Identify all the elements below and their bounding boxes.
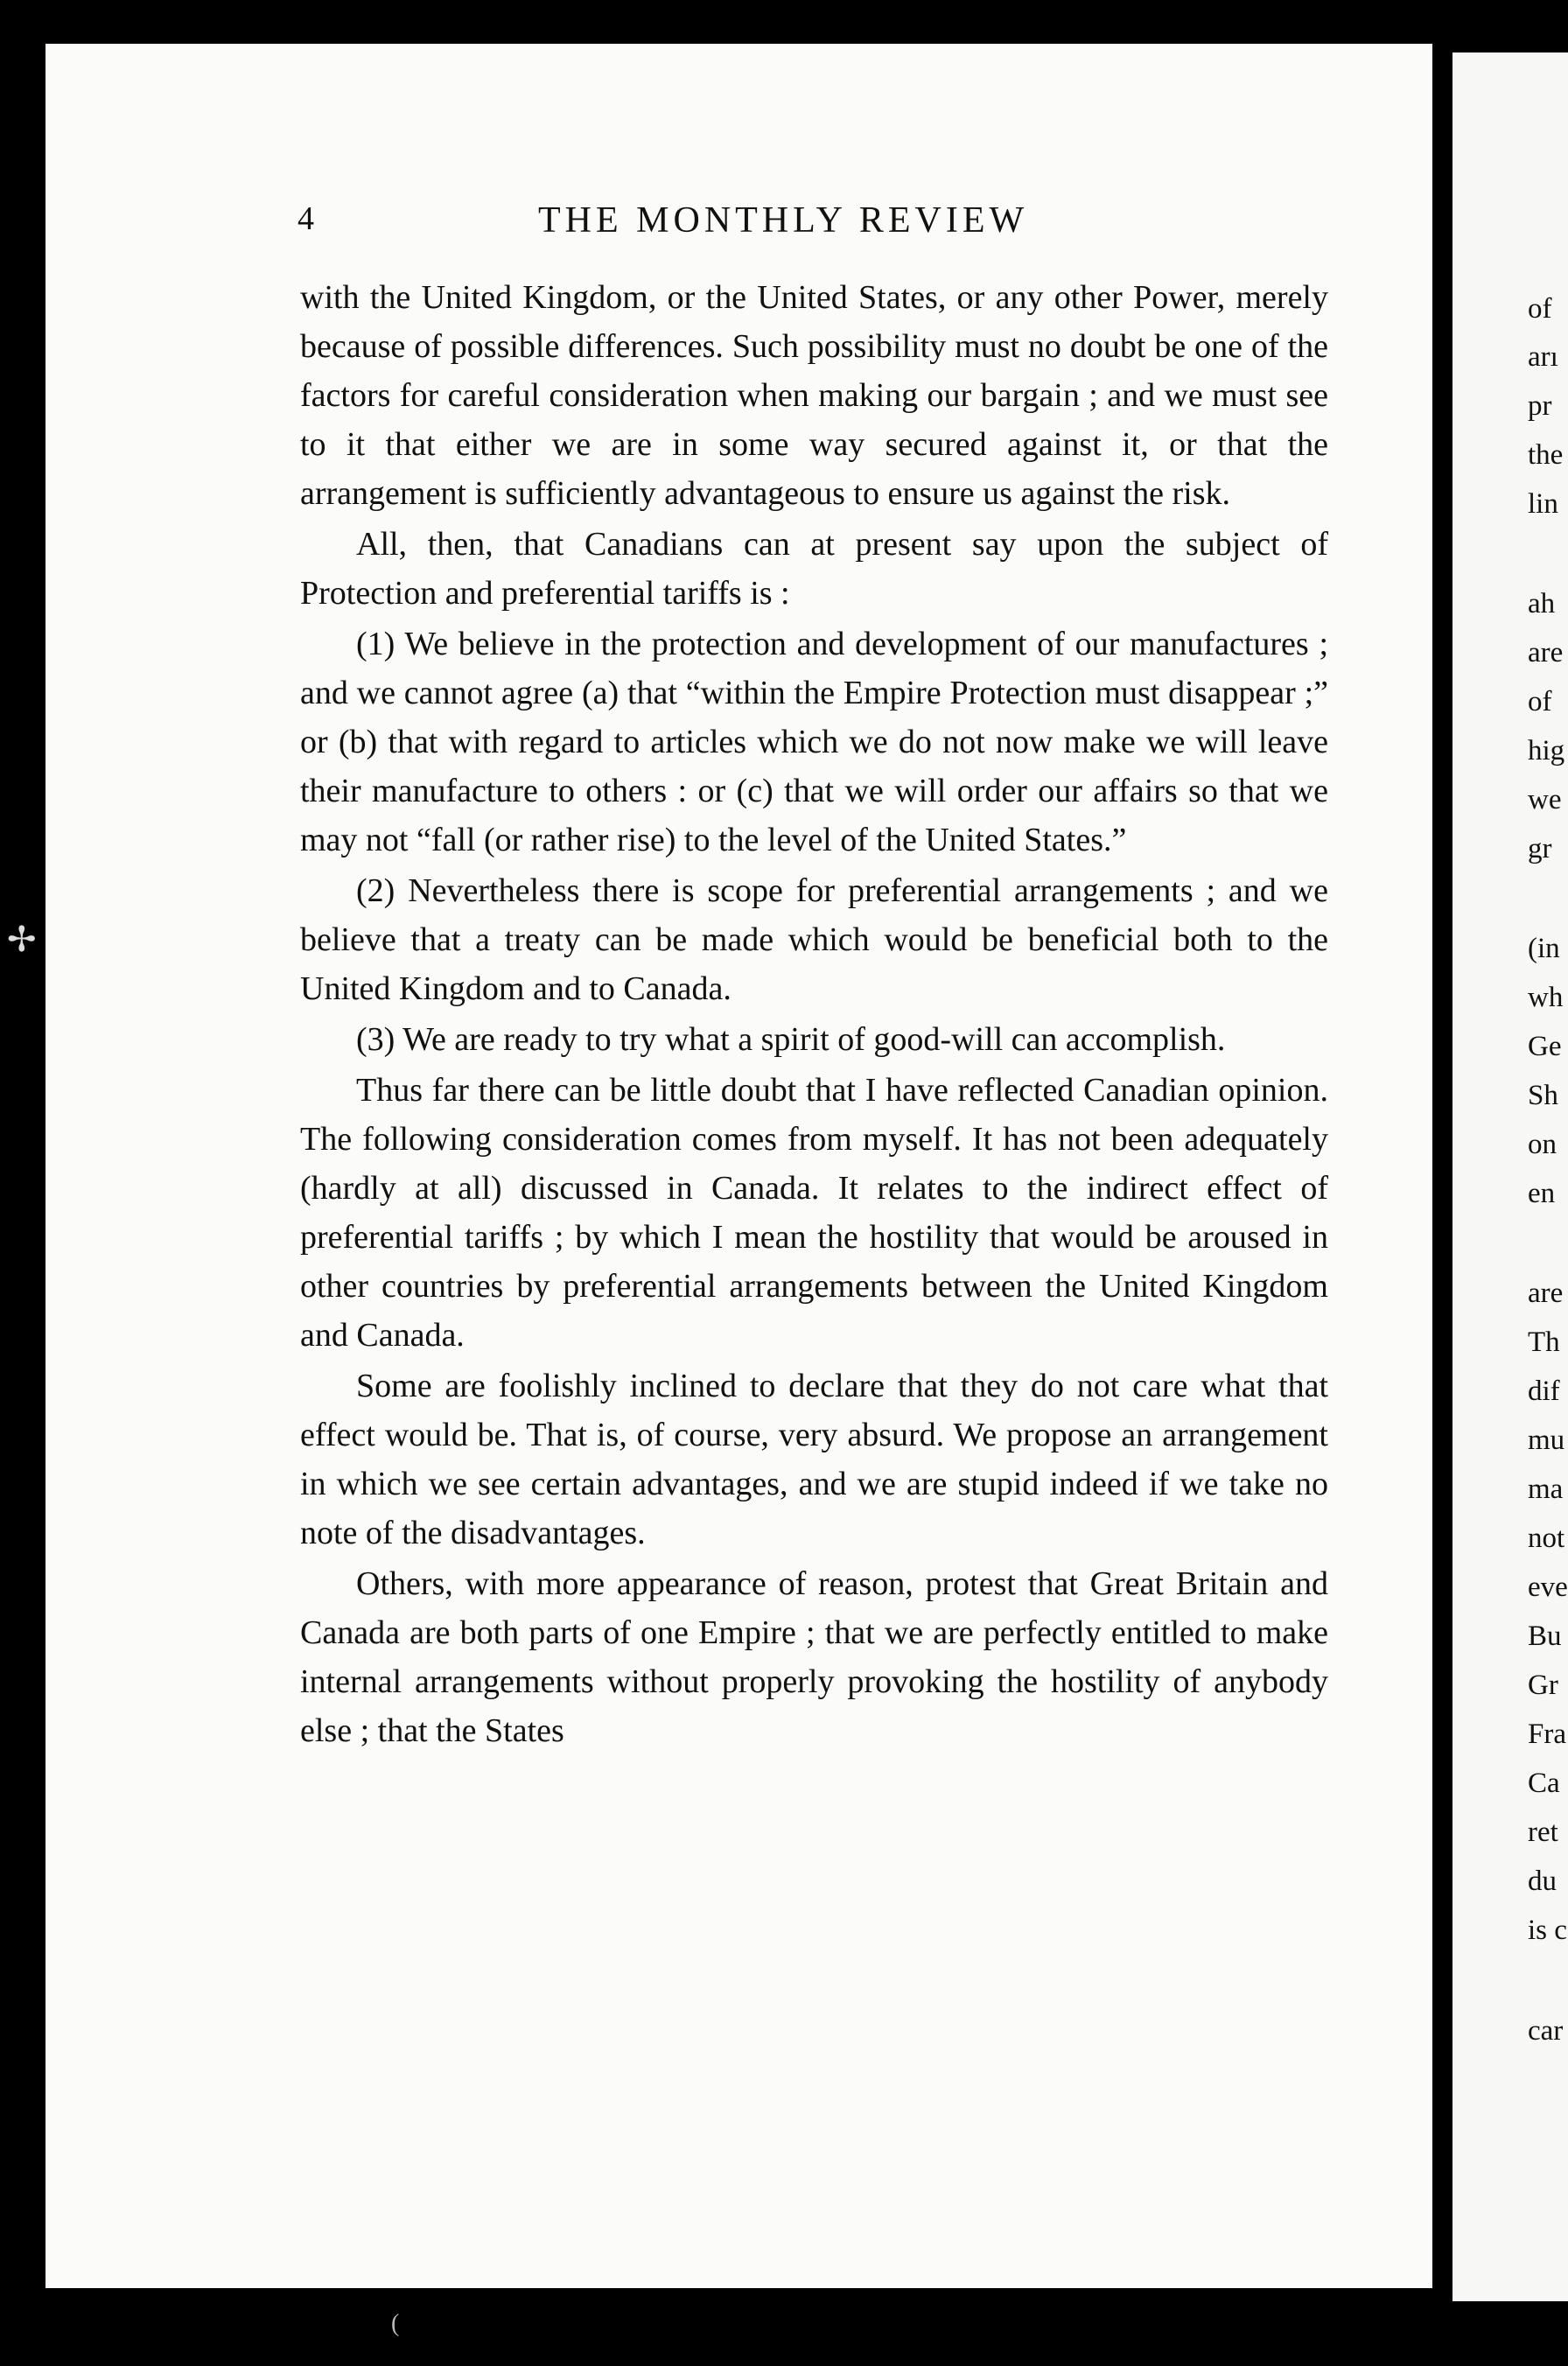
right-page-fragment: Ge xyxy=(1528,1031,1562,1062)
right-page-fragment: eve xyxy=(1528,1572,1568,1603)
paragraph-2: All, then, that Canadians can at present say upon the subject of Protection and preferential tariffs is : xyxy=(300,526,1328,612)
right-page-fragment: gr xyxy=(1528,833,1552,864)
paragraph-1: with the United Kingdom, or the United States, or any other Power, merely because of possible differences. Such possibility must no doubt be one of the factors for careful consideration when making our bargain ; and we must see to it that either we are in some way secured against it, or that the arrangement is sufficiently advantageous to ensure us against the risk. xyxy=(300,279,1328,512)
right-page-fragment: en xyxy=(1528,1178,1556,1209)
running-title: THE MONTHLY REVIEW xyxy=(538,200,1029,241)
right-page-fragment: on xyxy=(1528,1129,1557,1160)
right-page-fragment: Bu xyxy=(1528,1620,1562,1652)
page-header xyxy=(298,200,1330,252)
right-page-fragment: hig xyxy=(1528,735,1565,766)
right-page-fragment: du xyxy=(1528,1866,1557,1897)
right-page-fragment: Ca xyxy=(1528,1768,1560,1799)
right-page-fragment: car xyxy=(1528,2015,1564,2047)
right-page-fragment: of xyxy=(1528,293,1552,325)
body-text xyxy=(300,273,1328,1755)
right-page-fragment: (in xyxy=(1528,933,1560,964)
right-page-fragment: the xyxy=(1528,439,1564,471)
paragraph-4: (2) Nevertheless there is scope for preferential arrangements ; and we believe that a treaty can be made which would be beneficial both to the United Kingdom and to Canada. xyxy=(300,872,1328,1007)
right-page-fragment: pr xyxy=(1528,390,1552,422)
right-page-fragment: we xyxy=(1528,784,1562,816)
right-page-fragment: ah xyxy=(1528,588,1556,620)
page-number: 4 xyxy=(298,200,314,237)
right-page-fragment: wh xyxy=(1528,982,1564,1013)
right-page-fragment: mu xyxy=(1528,1424,1565,1456)
right-page-fragment: lin xyxy=(1528,488,1558,520)
bottom-mark: ( xyxy=(391,2310,400,2337)
page-gutter xyxy=(1432,44,1452,2288)
right-page-fragment: Gr xyxy=(1528,1670,1558,1701)
margin-mark: ✢ xyxy=(7,920,37,959)
right-page xyxy=(1452,52,1568,2301)
right-page-fragment: of xyxy=(1528,686,1552,718)
paragraph-7: Some are foolishly inclined to declare that they do not care what that effect would be. That is, of course, very absurd. We propose an arrangement in which we see certain advantages, and we are stupid indeed if we take no note of the disadvantages. xyxy=(300,1368,1328,1551)
right-page-fragment: are xyxy=(1528,1278,1564,1309)
right-page-fragment: ret xyxy=(1528,1816,1558,1848)
paragraph-3: (1) We believe in the protection and development of our manufactures ; and we cannot agree (a) that “within the Empire Protection must disappear ;” or (b) that with regard to articles which we do not now make we will leave their manufacture to others : or (c) that we will order our affairs so that we may not “fall (or rather rise) to the level of the United States.” xyxy=(300,626,1328,858)
right-page-fragment: dif xyxy=(1528,1376,1560,1407)
right-page-fragment: Sh xyxy=(1528,1080,1558,1111)
right-page-fragment: Fra xyxy=(1528,1718,1566,1750)
right-page-fragment: is c xyxy=(1528,1914,1567,1946)
right-page-fragment: arı xyxy=(1528,341,1558,373)
right-page-fragment: ma xyxy=(1528,1474,1564,1505)
right-page-text xyxy=(1452,52,1568,2301)
right-page-fragment: not xyxy=(1528,1522,1565,1554)
right-page-fragment: Th xyxy=(1528,1326,1560,1358)
paragraph-5: (3) We are ready to try what a spirit of good-will can accomplish. xyxy=(356,1021,1226,1058)
paragraph-6: Thus far there can be little doubt that I have reflected Canadian opinion. The following consideration comes from myself. It has not been adequately (hardly at all) discussed in Canada. It relates to the indirect effect of preferential tariffs ; by which I mean the hostility that would be aroused in other countries by preferential arrangements between the United Kingdom and Canada. xyxy=(300,1072,1328,1354)
paragraph-8: Others, with more appearance of reason, protest that Great Britain and Canada are both parts of one Empire ; that we are perfectly entitled to make internal arrangements without properly provoking the hostility of anybody else ; that the States xyxy=(300,1565,1328,1749)
right-page-fragment: are xyxy=(1528,637,1564,668)
